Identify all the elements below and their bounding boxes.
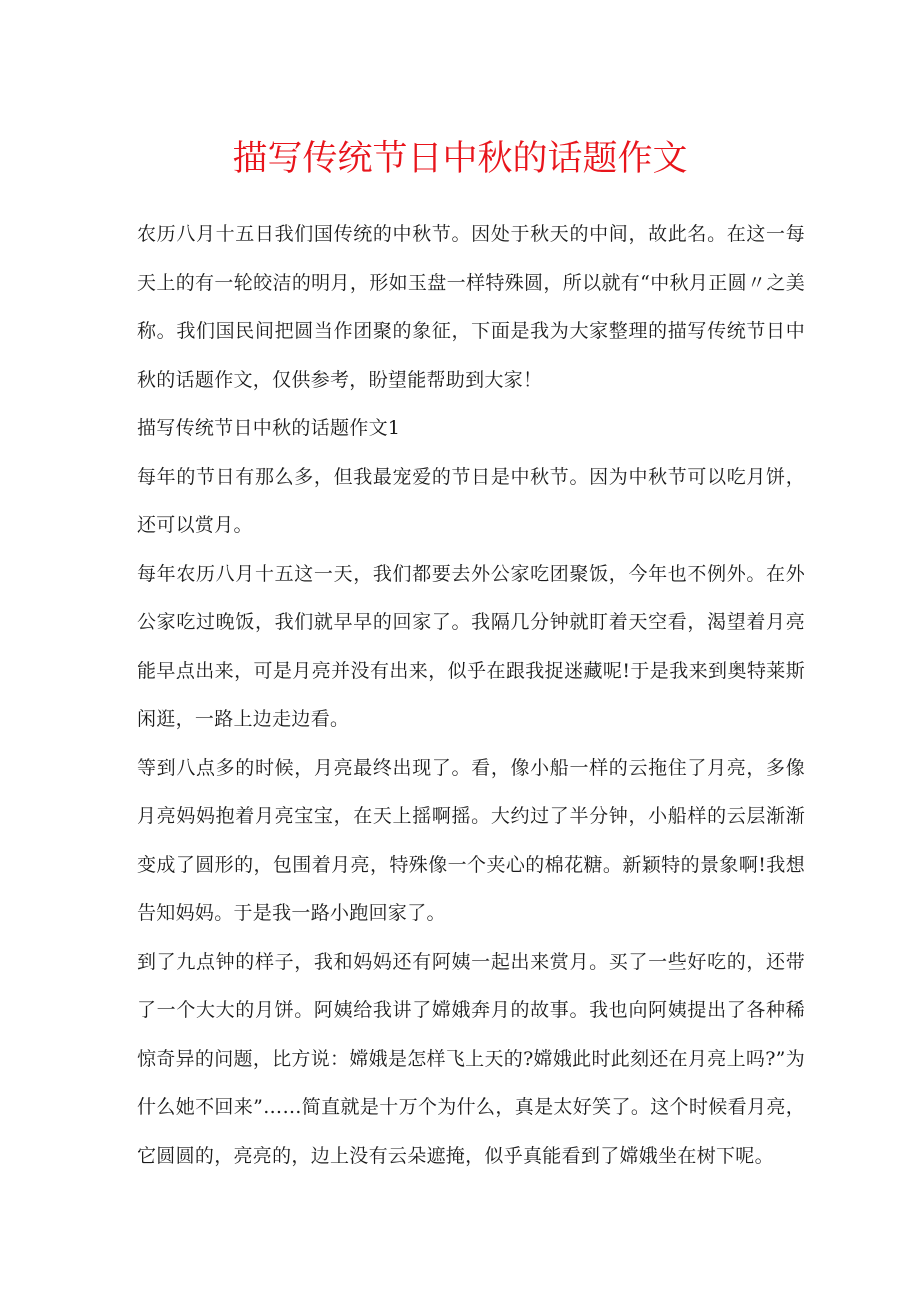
intro-paragraph: 农历八月十五日我们国传统的中秋节。因处于秋天的中间，故此名。在这一每天上的有一轮皎洁的明月，形如玉盘一样特殊圆，所以就有“中秋月正圆〃之美称。我们国民间把圆当作团聚的象征，下面是我为大家整理的描写传统节日中秋的话题作文，仅供参考，盼望能帮助到大家！	[137, 223, 805, 391]
essay-paragraph: 到了九点钟的样子，我和妈妈还有阿姨一起出来赏月。买了一些好吃的，还带了一个大大的月饼。阿姨给我讲了嫦娥奔月的故事。我也向阿姨提出了各种稀惊奇异的问题，比方说：嫦娥是怎样飞上天的?嫦娥此时此刻还在月亮上吗?”为什么她不回来”……简直就是十万个为什么，真是太好笑了。这个时候看月亮，它圆圆的，亮亮的，边上没有云朵遮掩，似乎真能看到了嫦娥坐在树下呢。	[137, 950, 805, 1167]
document-title: 描写传统节日中秋的话题作文	[232, 139, 688, 179]
essay-subtitle: 描写传统节日中秋的话题作文1	[137, 417, 401, 439]
essay-paragraph: 每年的节日有那么多，但我最宠爱的节日是中秋节。因为中秋节可以吃月饼，还可以赏月。	[137, 465, 805, 536]
document-body	[137, 210, 805, 1180]
essay-paragraph: 等到八点多的时候，月亮最终出现了。看，像小船一样的云拖住了月亮，多像月亮妈妈抱着月亮宝宝，在天上摇啊摇。大约过了半分钟，小船样的云层渐渐变成了圆形的，包围着月亮，特殊像一个夹心的棉花糖。新颖特的景象啊!我想告知妈妈。于是我一路小跑回家了。	[137, 756, 805, 924]
essay-paragraph: 每年农历八月十五这一天，我们都要去外公家吃团聚饭，今年也不例外。在外公家吃过晚饭，我们就早早的回家了。我隔几分钟就盯着天空看，渴望着月亮能早点出来，可是月亮并没有出来，似乎在跟我捉迷藏呢!于是我来到奥特莱斯闲逛，一路上边走边看。	[137, 562, 805, 730]
